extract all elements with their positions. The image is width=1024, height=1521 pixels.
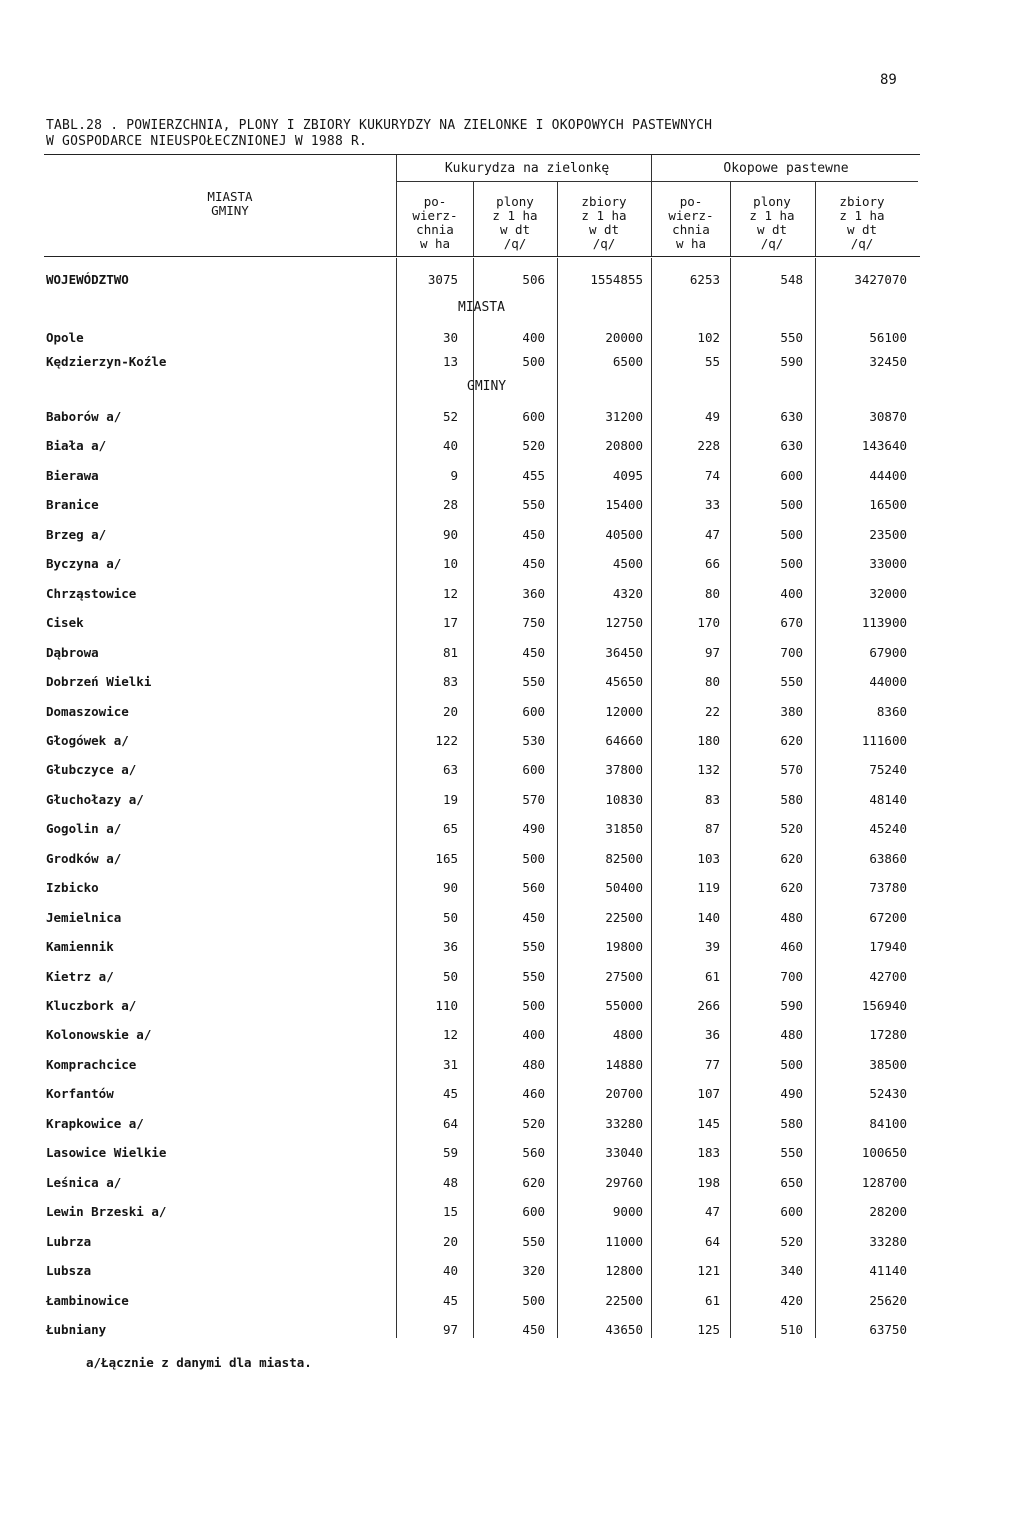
table-cell: 119 (697, 880, 720, 896)
table-cell: 183 (697, 1145, 720, 1161)
row-name: Bierawa (46, 467, 99, 483)
column-header-line: z 1 ha (839, 208, 885, 223)
table-cell: 480 (780, 1027, 803, 1043)
table-cell: 128700 (861, 1174, 907, 1190)
table-cell: 17 (442, 615, 458, 631)
table-cell: 19800 (605, 939, 643, 955)
row-name: Grodków a/ (46, 850, 122, 866)
table-cell: 455 (522, 467, 545, 483)
column-header-line: /q/ (850, 236, 874, 251)
row-name: Branice (46, 497, 99, 513)
table-cell: 59 (442, 1145, 458, 1161)
column-header-line: plony (753, 194, 791, 209)
table-cell: 74 (704, 467, 720, 483)
table-cell: 45650 (605, 674, 643, 690)
column-header (393, 195, 477, 251)
table-cell: 198 (697, 1174, 720, 1190)
table-cell: 9000 (612, 1204, 643, 1220)
table-cell: 490 (780, 1086, 803, 1102)
table-cell: 9 (450, 467, 458, 483)
table-cell: 420 (780, 1292, 803, 1308)
table-cell: 450 (522, 1321, 545, 1337)
table-cell: 30870 (869, 409, 907, 424)
table-cell: 100650 (861, 1145, 907, 1161)
table-cell: 52 (442, 409, 458, 424)
column-header (473, 195, 557, 251)
row-label-gminy: GMINY (211, 203, 249, 218)
column-header-line: /q/ (760, 236, 784, 251)
table-cell: 77 (704, 1056, 720, 1072)
total-label: WOJEWÓDZTWO (46, 272, 129, 287)
column-header-line: z 1 ha (581, 208, 627, 223)
table-cell: 400 (522, 1027, 545, 1043)
group-header-okopowe: Okopowe pastewne (723, 161, 849, 176)
table-cell: 560 (522, 880, 545, 896)
table-cell: 30 (442, 330, 458, 345)
table-cell: 550 (780, 330, 803, 345)
table-cell: 14880 (605, 1056, 643, 1072)
table-cell: 16500 (869, 497, 907, 513)
table-cell: 510 (780, 1321, 803, 1337)
table-cell: 64 (442, 1115, 458, 1131)
table-cell: 700 (780, 644, 803, 660)
table-cell: 12000 (605, 703, 643, 719)
column-header (820, 195, 904, 251)
table-cell: 550 (780, 674, 803, 690)
table-cell: 22500 (605, 909, 643, 925)
table-cell: 45 (442, 1086, 458, 1102)
table-cell: 620 (780, 732, 803, 748)
row-name: Jemielnica (46, 909, 122, 925)
table-cell: 40 (442, 1263, 458, 1279)
row-name: Kędzierzyn-Koźle (46, 354, 167, 369)
table-cell: 45240 (869, 821, 907, 837)
row-name: Łambinowice (46, 1292, 129, 1308)
column-header-line: po- (423, 194, 447, 209)
table-cell: 500 (522, 1292, 545, 1308)
row-name: Łubniany (46, 1321, 107, 1337)
row-name: Głubczyce a/ (46, 762, 137, 778)
table-cell: 107 (697, 1086, 720, 1102)
column-header (649, 195, 733, 251)
table-cell: 340 (780, 1263, 803, 1279)
table-cell: 50400 (605, 880, 643, 896)
table-cell: 37800 (605, 762, 643, 778)
table-cell: 620 (780, 880, 803, 896)
table-cell: 228 (697, 438, 720, 454)
column-header-line: z 1 ha (492, 208, 538, 223)
table-cell: 84100 (869, 1115, 907, 1131)
table-cell: 17940 (869, 939, 907, 955)
table-cell: 64 (704, 1233, 720, 1249)
column-header-line: z 1 ha (749, 208, 795, 223)
table-cell: 12750 (605, 615, 643, 631)
table-cell: 36 (704, 1027, 720, 1043)
table-cell: 25620 (869, 1292, 907, 1308)
table-cell: 97 (442, 1321, 458, 1337)
table-cell: 600 (780, 1204, 803, 1220)
table-cell: 113900 (861, 615, 907, 631)
table-cell: 83 (442, 674, 458, 690)
table-cell: 29760 (605, 1174, 643, 1190)
total-cell: 6253 (689, 272, 720, 287)
table-cell: 47 (704, 526, 720, 542)
row-name: Kamiennik (46, 939, 114, 955)
table-cell: 20000 (605, 330, 643, 345)
table-cell: 55 (704, 354, 720, 369)
table-cell: 36 (442, 939, 458, 955)
table-cell: 47 (704, 1204, 720, 1220)
header-divider (557, 182, 558, 256)
table-cell: 50 (442, 968, 458, 984)
table-cell: 520 (780, 821, 803, 837)
table-cell: 49 (704, 409, 720, 424)
row-name: Gogolin a/ (46, 821, 122, 837)
column-header-line: plony (496, 194, 534, 209)
table-cell: 132 (697, 762, 720, 778)
table-cell: 600 (522, 762, 545, 778)
table-cell: 400 (522, 330, 545, 345)
table-cell: 520 (522, 1115, 545, 1131)
row-name: Dobrzeń Wielki (46, 674, 152, 690)
table-cell: 165 (435, 850, 458, 866)
column-header-line: w dt (756, 222, 788, 237)
table-cell: 500 (522, 850, 545, 866)
page-number: 89 (880, 72, 897, 88)
table-cell: 31850 (605, 821, 643, 837)
table-cell: 550 (522, 968, 545, 984)
table-cell: 580 (780, 791, 803, 807)
row-name: Brzeg a/ (46, 526, 107, 542)
table-cell: 145 (697, 1115, 720, 1131)
table-cell: 450 (522, 526, 545, 542)
table-cell: 10 (442, 556, 458, 572)
row-name: Opole (46, 330, 84, 345)
row-name: Lewin Brzeski a/ (46, 1204, 167, 1220)
table-cell: 550 (522, 939, 545, 955)
table-cell: 45 (442, 1292, 458, 1308)
table-cell: 490 (522, 821, 545, 837)
table-cell: 43650 (605, 1321, 643, 1337)
table-cell: 39 (704, 939, 720, 955)
row-label-miasta: MIASTA (207, 189, 253, 204)
table-cell: 63 (442, 762, 458, 778)
table-cell: 27500 (605, 968, 643, 984)
table-cell: 600 (522, 703, 545, 719)
table-cell: 500 (522, 998, 545, 1013)
table-cell: 590 (780, 354, 803, 369)
table-cell: 33280 (605, 1115, 643, 1131)
table-cell: 97 (704, 644, 720, 660)
total-cell: 1554855 (590, 272, 643, 287)
column-header-line: w dt (588, 222, 620, 237)
total-cell: 548 (780, 272, 803, 287)
row-name: Kluczbork a/ (46, 998, 137, 1013)
table-cell: 6500 (612, 354, 643, 369)
table-cell: 13 (442, 354, 458, 369)
table-cell: 64660 (605, 732, 643, 748)
column-header-line: zbiory (839, 194, 885, 209)
table-cell: 48 (442, 1174, 458, 1190)
table-cell: 73780 (869, 880, 907, 896)
table-cell: 33000 (869, 556, 907, 572)
table-cell: 550 (780, 1145, 803, 1161)
table-cell: 550 (522, 674, 545, 690)
section-miasta: MIASTA (458, 300, 505, 315)
table-cell: 10830 (605, 791, 643, 807)
table-cell: 500 (780, 526, 803, 542)
row-name: Byczyna a/ (46, 556, 122, 572)
table-cell: 28200 (869, 1204, 907, 1220)
row-name: Kolonowskie a/ (46, 1027, 152, 1043)
table-cell: 125 (697, 1321, 720, 1337)
body-divider (815, 258, 816, 1338)
table-cell: 4800 (612, 1027, 643, 1043)
table-cell: 15400 (605, 497, 643, 513)
table-cell: 520 (780, 1233, 803, 1249)
table-cell: 4320 (612, 585, 643, 601)
table-cell: 520 (522, 438, 545, 454)
column-header-line: wierz- (412, 208, 458, 223)
table-cell: 400 (780, 585, 803, 601)
table-cell: 55000 (605, 998, 643, 1013)
row-name: Cisek (46, 615, 84, 631)
row-name: Kietrz a/ (46, 968, 114, 984)
section-gminy: GMINY (467, 379, 507, 394)
table-cell: 63860 (869, 850, 907, 866)
table-cell: 360 (522, 585, 545, 601)
column-header-line: /q/ (503, 236, 527, 251)
row-name: Baborów a/ (46, 409, 122, 424)
table-cell: 103 (697, 850, 720, 866)
row-name: Lasowice Wielkie (46, 1145, 167, 1161)
row-name: Lubrza (46, 1233, 92, 1249)
column-header (730, 195, 814, 251)
table-cell: 630 (780, 438, 803, 454)
table-cell: 33 (704, 497, 720, 513)
row-name: Lubsza (46, 1263, 92, 1279)
table-cell: 20700 (605, 1086, 643, 1102)
table-cell: 22 (704, 703, 720, 719)
column-header (562, 195, 646, 251)
table-cell: 40500 (605, 526, 643, 542)
column-header-line: zbiory (581, 194, 627, 209)
table-cell: 90 (442, 880, 458, 896)
table-cell: 570 (522, 791, 545, 807)
table-cell: 380 (780, 703, 803, 719)
table-cell: 87 (704, 821, 720, 837)
table-cell: 550 (522, 1233, 545, 1249)
table-cell: 450 (522, 909, 545, 925)
table-cell: 122 (435, 732, 458, 748)
table-cell: 44000 (869, 674, 907, 690)
table-cell: 750 (522, 615, 545, 631)
table-cell: 550 (522, 497, 545, 513)
table-cell: 75240 (869, 762, 907, 778)
column-header-line: w dt (846, 222, 878, 237)
table-cell: 40 (442, 438, 458, 454)
header-top-rule (44, 154, 920, 155)
table-cell: 8360 (876, 703, 907, 719)
table-cell: 48140 (869, 791, 907, 807)
table-cell: 33280 (869, 1233, 907, 1249)
row-name: Komprachcice (46, 1056, 137, 1072)
table-cell: 80 (704, 585, 720, 601)
table-cell: 4095 (612, 467, 643, 483)
table-cell: 19 (442, 791, 458, 807)
table-cell: 460 (522, 1086, 545, 1102)
table-cell: 20 (442, 703, 458, 719)
row-name: Chrząstowice (46, 585, 137, 601)
table-cell: 650 (780, 1174, 803, 1190)
table-cell: 102 (697, 330, 720, 345)
table-cell: 12 (442, 585, 458, 601)
table-cell: 32450 (869, 354, 907, 369)
table-cell: 41140 (869, 1263, 907, 1279)
total-cell: 3427070 (854, 272, 907, 287)
header-group-rule (396, 181, 918, 182)
table-cell: 44400 (869, 467, 907, 483)
table-cell: 620 (522, 1174, 545, 1190)
row-name: Głogówek a/ (46, 732, 129, 748)
table-cell: 110 (435, 998, 458, 1013)
table-cell: 600 (522, 409, 545, 424)
table-cell: 670 (780, 615, 803, 631)
group-header-kukurydza: Kukurydza na zielonkę (444, 161, 610, 176)
total-cell: 506 (522, 272, 545, 287)
table-cell: 590 (780, 998, 803, 1013)
table-cell: 500 (780, 497, 803, 513)
row-name: Leśnica a/ (46, 1174, 122, 1190)
table-cell: 38500 (869, 1056, 907, 1072)
table-title-line-2: W GOSPODARCE NIEUSPOŁECZNIONEJ W 1988 R. (46, 134, 368, 149)
column-header-line: /q/ (592, 236, 616, 251)
table-cell: 23500 (869, 526, 907, 542)
table-cell: 600 (780, 467, 803, 483)
table-cell: 320 (522, 1263, 545, 1279)
table-cell: 83 (704, 791, 720, 807)
table-cell: 42700 (869, 968, 907, 984)
row-name: Głuchołazy a/ (46, 791, 144, 807)
table-cell: 143640 (861, 438, 907, 454)
table-cell: 52430 (869, 1086, 907, 1102)
table-cell: 170 (697, 615, 720, 631)
table-cell: 22500 (605, 1292, 643, 1308)
table-cell: 570 (780, 762, 803, 778)
table-cell: 111600 (861, 732, 907, 748)
table-cell: 32000 (869, 585, 907, 601)
row-name: Izbicko (46, 880, 99, 896)
table-cell: 450 (522, 644, 545, 660)
row-name: Krapkowice a/ (46, 1115, 144, 1131)
table-title-line-1: TABL.28 . POWIERZCHNIA, PLONY I ZBIORY KUKURYDZY NA ZIELONKE I OKOPOWYCH PASTEWNYCH (46, 118, 713, 133)
table-cell: 620 (780, 850, 803, 866)
table-cell: 500 (780, 556, 803, 572)
table-cell: 81 (442, 644, 458, 660)
row-name: Dąbrowa (46, 644, 99, 660)
table-cell: 33040 (605, 1145, 643, 1161)
table-cell: 580 (780, 1115, 803, 1131)
table-cell: 66 (704, 556, 720, 572)
column-header-line: w dt (499, 222, 531, 237)
table-cell: 700 (780, 968, 803, 984)
table-cell: 31200 (605, 409, 643, 424)
table-cell: 450 (522, 556, 545, 572)
table-cell: 480 (522, 1056, 545, 1072)
table-cell: 560 (522, 1145, 545, 1161)
column-header-line: w ha (419, 236, 451, 251)
table-cell: 20 (442, 1233, 458, 1249)
table-cell: 530 (522, 732, 545, 748)
column-header-line: chnia (672, 222, 710, 237)
row-label-header (140, 190, 320, 218)
total-cell: 3075 (427, 272, 458, 287)
table-cell: 28 (442, 497, 458, 513)
table-cell: 61 (704, 1292, 720, 1308)
table-cell: 600 (522, 1204, 545, 1220)
table-cell: 140 (697, 909, 720, 925)
header-bottom-rule (44, 256, 920, 257)
table-cell: 12 (442, 1027, 458, 1043)
table-cell: 82500 (605, 850, 643, 866)
column-header-line: po- (679, 194, 703, 209)
table-cell: 80 (704, 674, 720, 690)
table-cell: 500 (522, 354, 545, 369)
column-header-line: chnia (416, 222, 454, 237)
column-header-line: wierz- (668, 208, 714, 223)
table-cell: 180 (697, 732, 720, 748)
table-cell: 17280 (869, 1027, 907, 1043)
table-cell: 63750 (869, 1321, 907, 1337)
table-cell: 90 (442, 526, 458, 542)
table-cell: 460 (780, 939, 803, 955)
table-cell: 15 (442, 1204, 458, 1220)
table-cell: 65 (442, 821, 458, 837)
table-cell: 67200 (869, 909, 907, 925)
table-cell: 11000 (605, 1233, 643, 1249)
table-cell: 20800 (605, 438, 643, 454)
row-name: Korfantów (46, 1086, 114, 1102)
table-cell: 36450 (605, 644, 643, 660)
table-cell: 121 (697, 1263, 720, 1279)
table-cell: 61 (704, 968, 720, 984)
table-cell: 500 (780, 1056, 803, 1072)
table-cell: 56100 (869, 330, 907, 345)
table-cell: 156940 (861, 998, 907, 1013)
table-cell: 12800 (605, 1263, 643, 1279)
row-name: Biała a/ (46, 438, 107, 454)
row-name: Domaszowice (46, 703, 129, 719)
table-cell: 4500 (612, 556, 643, 572)
column-header-line: w ha (675, 236, 707, 251)
table-cell: 50 (442, 909, 458, 925)
table-cell: 266 (697, 998, 720, 1013)
footnote: a/Łącznie z danymi dla miasta. (86, 1355, 312, 1370)
header-divider (815, 182, 816, 256)
table-cell: 630 (780, 409, 803, 424)
table-cell: 67900 (869, 644, 907, 660)
table-cell: 31 (442, 1056, 458, 1072)
table-cell: 480 (780, 909, 803, 925)
